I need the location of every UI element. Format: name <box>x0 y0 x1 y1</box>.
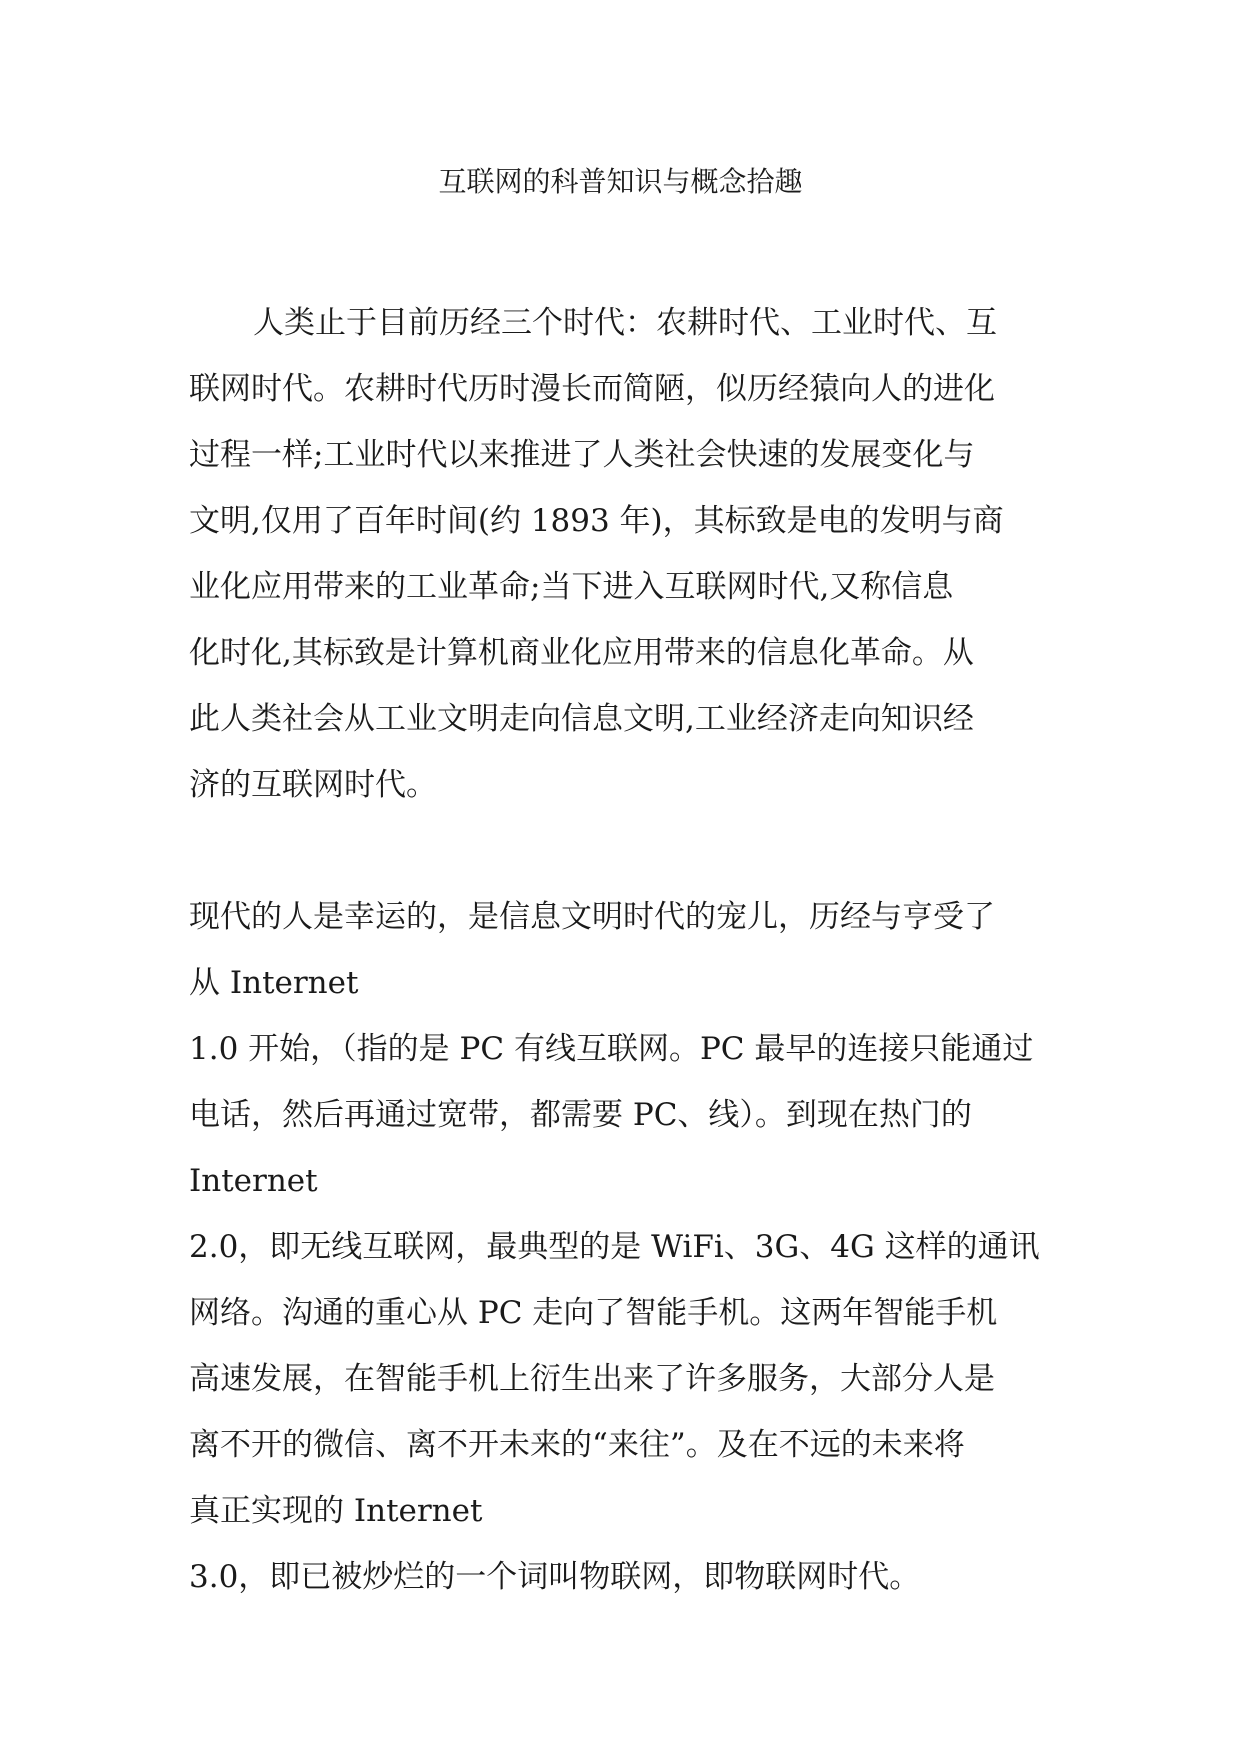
paragraph-2-line-1: 现代的人是幸运的，是信息文明时代的宠儿，历经与亨受了 <box>189 899 995 935</box>
document-title: 互联网的科普知识与概念拾趣 <box>438 165 803 198</box>
paragraph-1-line-1: 人类止于目前历经三个时代：农耕时代、工业时代、互 <box>253 305 997 341</box>
paragraph-1-line-8: 济的互联网时代。 <box>189 767 437 803</box>
paragraph-1-line-4: 文明,仅用了百年时间(约 1893 年)，其标致是电的发明与商 <box>189 503 1004 539</box>
paragraph-2-line-8: 高速发展，在智能手机上衍生出来了许多服务，大部分人是 <box>189 1361 995 1397</box>
paragraph-2-line-9: 离不开的微信、离不开未来的“来往”。及在不远的未来将 <box>189 1427 965 1463</box>
paragraph-1-line-2: 联网时代。农耕时代历时漫长而简陋，似历经猿向人的进化 <box>189 371 995 407</box>
paragraph-2-line-5: Internet <box>189 1163 318 1199</box>
paragraph-1-line-6: 化时化,其标致是计算机商业化应用带来的信息化革命。从 <box>189 635 974 671</box>
paragraph-1-line-5: 业化应用带来的工业革命;当下进入互联网时代,又称信息 <box>189 569 954 605</box>
paragraph-2-line-3: 1.0 开始，（指的是 PC 有线互联网。PC 最早的连接只能通过 <box>189 1031 1034 1067</box>
paragraph-2-line-4: 电话，然后再通过宽带，都需要 PC、线）。到现在热门的 <box>189 1097 972 1133</box>
paragraph-2-line-10: 真正实现的 Internet <box>189 1493 483 1529</box>
paragraph-2-line-6: 2.0，即无线互联网，最典型的是 WiFi、3G、4G 这样的通讯 <box>189 1229 1040 1265</box>
paragraph-2-line-2: 从 Internet <box>189 965 359 1001</box>
paragraph-2-line-11: 3.0，即已被炒烂的一个词叫物联网，即物联网时代。 <box>189 1559 921 1595</box>
paragraph-2-line-7: 网络。沟通的重心从 PC 走向了智能手机。这两年智能手机 <box>189 1295 998 1331</box>
paragraph-1-line-7: 此人类社会从工业文明走向信息文明,工业经济走向知识经 <box>189 701 974 737</box>
paragraph-1-line-3: 过程一样;工业时代以来推进了人类社会快速的发展变化与 <box>189 437 975 473</box>
